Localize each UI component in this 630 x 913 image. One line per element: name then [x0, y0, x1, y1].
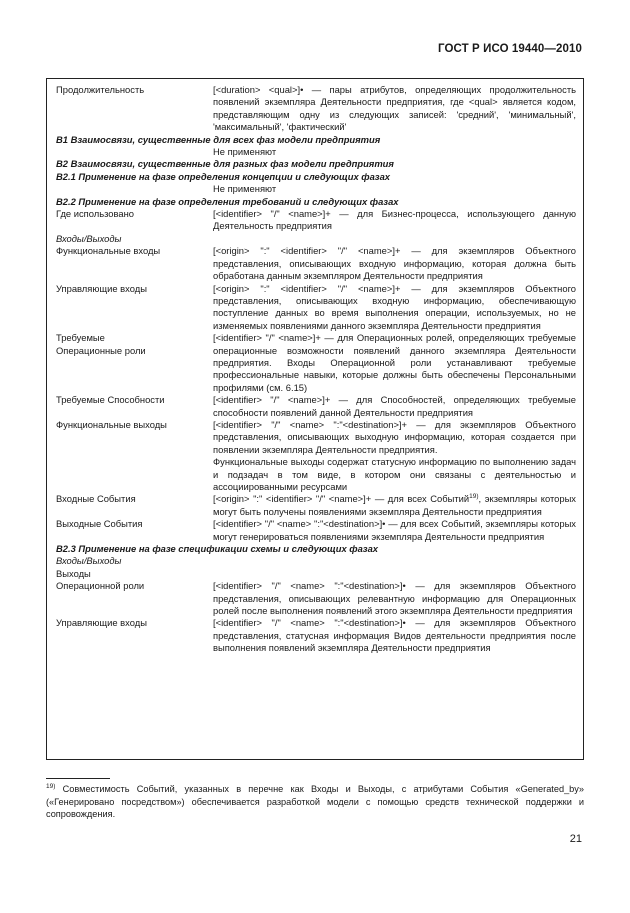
row-value: [213, 419, 576, 493]
row-value: [<identifier> "/" <name> ":"<destination>]• — для экземпляров Объектного представления, описывающих релевантную информацию для Операционных ролей после выполнения появлений этого экземпляра Деятельности предприятия: [213, 580, 576, 617]
row-label: Функциональные входы: [56, 245, 161, 257]
row-label: Управляющие входы: [56, 282, 147, 294]
row-b1-not-applied: [56, 146, 576, 158]
row-label: Требуемые Способности: [56, 394, 165, 406]
row-functional-inputs: [56, 245, 576, 282]
row-label: [56, 332, 213, 394]
row-control-inputs: [56, 283, 576, 333]
row-value: [<origin> ":" <identifier> "/" <name>]+ — для экземпляров Объектного представления, описывающих входную информацию, обеспечивающую поступление данных во время выполнения операции, используемых, но не изменяемых появлениями данного экземпляра Деятельности предприятия: [213, 282, 576, 331]
footnote-separator: [46, 778, 110, 779]
row-value-paragraph: Функциональные выходы содержат статусную информацию по выполнению задач и подзадач в том виде, в котором они связаны с деятельностью и ассоциированными ресурсами: [213, 456, 576, 492]
subheading-inputs-outputs: Входы/Выходы: [56, 232, 122, 244]
row-duration: [56, 84, 576, 134]
section-b22-title: В2.2 Применение на фазе определения требований и следующих фазах: [56, 195, 399, 207]
row-operational-role: [56, 580, 576, 617]
row-value: Не применяют: [213, 146, 277, 158]
row-label-line: Операционные роли: [56, 344, 146, 356]
row-label: Функциональные выходы: [56, 418, 167, 430]
row-label: Входные События: [56, 493, 136, 505]
section-b2-title: В2 Взаимосвязи, существенные для разных фаз модели предприятия: [56, 158, 394, 170]
row-value: [<identifier> "/" <name>]+ — для Операционных ролей, определяющих требуемые операционные возможности появлений данного экземпляра Деятельности предприятия. Входы Операционной роли устанавливают требуемые профессиональные навыки, которые должны быть обеспечены Персональными профилями (см. 6.15): [213, 332, 576, 393]
row-functional-outputs: [56, 419, 576, 493]
row-value: [<identifier> "/" <name>]+ — для Бизнес-процесса, использующего данную Деятельность предприятия: [213, 208, 576, 232]
page-number: 21: [569, 833, 582, 845]
row-value: [<identifier> "/" <name> ":"<destination>]• — для экземпляров Объектного представления, статусная информация Видов деятельности предприятия после выполнения появлений экземпляра Деятельности предприятия: [213, 617, 576, 654]
row-label: Выходные События: [56, 518, 143, 530]
row-value: [<duration> <qual>]• — пары атрибутов, определяющих продолжительность появлений экземпляра Деятельности предприятия, где <qual> является кодом, представляющим одну из следующих записей: 'средний', 'минимальный', 'максимальный', 'фактический': [213, 84, 576, 133]
footnote-ref: 19): [469, 493, 479, 501]
section-b23-title: В2.3 Применение на фазе спецификации схемы и следующих фазах: [56, 543, 379, 555]
attribute-table: [56, 84, 576, 655]
row-where-used: [56, 208, 576, 233]
section-b21-title: В2.1 Применение на фазе определения концепции и следующих фазах: [56, 170, 390, 182]
document-header: ГОСТ Р ИСО 19440—2010: [437, 43, 582, 55]
row-required-capabilities: [56, 394, 576, 419]
row-value-paragraph: [<identifier> "/" <name> ":"<destination>]+ — для экземпляров Объектного представления, описывающих выходную информацию, которая создается при появлении экземпляра Деятельности предприятия.: [213, 418, 576, 455]
row-b21-not-applied: [56, 183, 576, 195]
row-control-inputs-2: [56, 617, 576, 654]
footnote-mark: 19): [46, 783, 56, 790]
section-b1-title: В1 Взаимосвязи, существенные для всех фаз модели предприятия: [56, 133, 381, 145]
row-value-text: [<origin> ":" <identifier> "/" <name>]+ — для всех Событий: [213, 493, 470, 505]
row-label: Продолжительность: [56, 84, 145, 95]
row-label: Где использовано: [56, 208, 134, 220]
row-label-line: Требуемые: [56, 332, 105, 344]
row-required-roles: [56, 332, 576, 394]
row-value: [<identifier> "/" <name> ":"<destination>]• — для всех Событий, экземпляры которых могут генерироваться появлениями экземпляра Деятельности предприятия: [213, 518, 576, 542]
subheading-inputs-outputs: Входы/Выходы: [56, 555, 122, 567]
subheading-outputs: Выходы: [56, 567, 91, 579]
row-input-events: [56, 493, 576, 518]
footnote: [46, 783, 584, 821]
row-label: Операционной роли: [56, 580, 145, 592]
row-label: Управляющие входы: [56, 617, 147, 629]
row-value: [213, 493, 576, 518]
row-value: [<origin> ":" <identifier> "/" <name>]+ — для экземпляров Объектного представления, описывающих входную информацию, которая должна быть обработана данным экземпляром Деятельности предприятия: [213, 245, 576, 282]
footnote-text: Совместимость Событий, указанных в перечне как Входы и Выходы, с атрибутами События «Generated_by» («Генерировано посредством») обеспечивается разработкой модели с помощью средств технической поддержки и сопровождения.: [46, 784, 584, 820]
row-output-events: [56, 518, 576, 543]
row-value: Не применяют: [213, 183, 277, 195]
row-value-text: , экземпляры которых могут быть получены появлениями экземпляра Деятельности предприятия: [213, 493, 576, 517]
row-value: [<identifier> "/" <name>]+ — для Способностей, определяющих требуемые способности появлений данной Деятельности предприятия: [213, 394, 576, 418]
